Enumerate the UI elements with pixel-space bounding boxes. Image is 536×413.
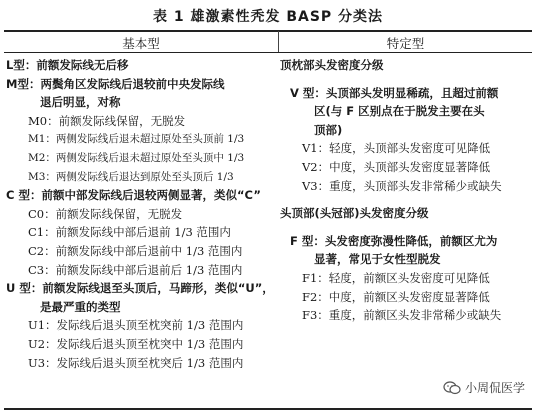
type-u: U 型：前额发际线退至头顶后，马蹄形，类似“U”，: [6, 281, 274, 296]
header-basic-type: 基本型: [122, 36, 160, 51]
grade-c3: C3：前额发际线中部后退前后 1/3 范围内: [28, 262, 243, 277]
grade-v1: V1：轻度，头顶部头发密度可见降低: [302, 141, 491, 156]
basic-type-column: [6, 56, 276, 372]
watermark-text: 小周侃医学: [464, 381, 525, 395]
grade-f2: F2：中度，前额区头发密度显著降低: [302, 289, 490, 304]
wechat-icon: [443, 381, 461, 395]
grade-c0: C0：前额发际线保留，无脱发: [28, 206, 183, 221]
specific-type-column: [280, 56, 530, 325]
table-top-rule: [4, 30, 532, 32]
grade-m3: M3：两侧发际线后退达到原处至头顶后 1/3: [28, 170, 234, 183]
table-bottom-rule: [4, 408, 532, 410]
grade-m0: M0：前额发际线保留，无脱发: [28, 113, 186, 128]
type-f-cont: 显著，常见于女性型脱发: [314, 252, 441, 267]
grade-v2: V2：中度，头顶部头发密度显著降低: [302, 159, 491, 174]
grade-m1: M1：两侧发际线后退未超过原处至头顶前 1/3: [28, 133, 245, 146]
watermark: [440, 378, 528, 397]
grade-u2: U2：发际线后退头顶至枕突中 1/3 范围内: [28, 336, 244, 351]
grade-f3: F3：重度，前额区头发非常稀少或缺失: [302, 308, 502, 323]
vertex-density-heading: 顶枕部头发密度分级: [280, 58, 384, 72]
grade-f1: F1：轻度，前额区头发密度可见降低: [302, 270, 490, 285]
header-specific-type: 特定型: [386, 36, 425, 51]
grade-m2: M2：两侧发际线后退未超过原处至头顶中 1/3: [28, 151, 245, 164]
grade-c1: C1：前额发际线中部后退前 1/3 范围内: [28, 225, 231, 240]
type-u-cont: 是最严重的类型: [40, 299, 121, 314]
header-rule: [4, 52, 532, 53]
type-v-cont-2: 顶部): [314, 122, 343, 137]
type-f: F 型：头发密度弥漫性降低，前额区尤为: [290, 233, 498, 248]
table-title: 表 1 雄激素性秃发 BASP 分类法: [152, 9, 384, 25]
type-v: V 型：头顶部头发明显稀疏，且超过前额: [290, 85, 499, 100]
grade-u1: U1：发际线后退头顶至枕突前 1/3 范围内: [28, 318, 244, 333]
grade-v3: V3：重度，头顶部头发非常稀少或缺失: [302, 178, 502, 193]
frontal-density-heading: 头顶部(头冠部)头发密度分级: [280, 206, 429, 221]
grade-u3: U3：发际线后退头顶至枕突后 1/3 范围内: [28, 355, 244, 370]
type-c: C 型：前额中部发际线后退较两侧显著，类似“C”: [6, 188, 261, 203]
type-l: L型：前额发际线无后移: [6, 58, 129, 72]
type-m: M型：两鬓角区发际线后退较前中央发际线: [6, 76, 225, 91]
type-m-cont: 退后明显，对称: [40, 95, 121, 110]
grade-c2: C2：前额发际线中部后退前中 1/3 范围内: [28, 243, 243, 258]
type-v-cont-1: 区(与 F 区别点在于脱发主要在头: [314, 104, 485, 119]
